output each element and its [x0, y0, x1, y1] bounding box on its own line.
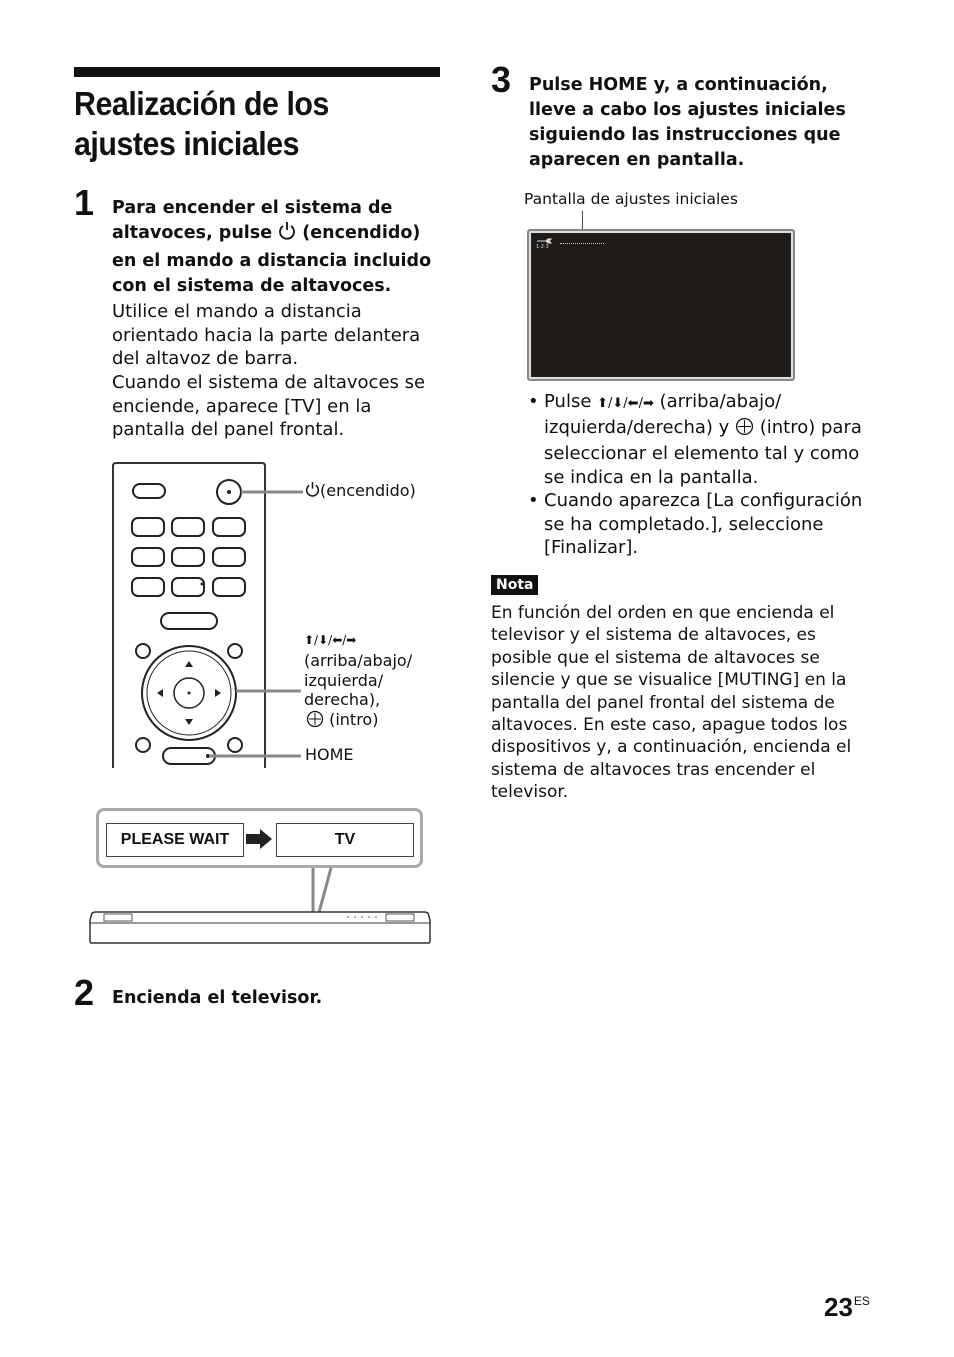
enter-icon — [306, 710, 324, 733]
display-please-wait: PLEASE WAIT — [106, 823, 244, 857]
screen-icon-caption: 1·2·3 — [536, 244, 549, 250]
arrow-keys-icons: ⬆/⬇/⬅/➡ — [597, 396, 654, 411]
page-number: $23^{ES}$ — [824, 1292, 870, 1322]
enter-icon — [735, 417, 754, 443]
remote-home-label: HOME — [305, 745, 354, 764]
title-rule — [74, 67, 440, 77]
page-title: Realización de los ajustes iniciales — [74, 85, 329, 162]
screen-caption: Pantalla de ajustes iniciales — [524, 190, 738, 208]
step-1-heading-post: (encendido) en el mando a distancia incluido con el sistema de altavoces. — [112, 223, 432, 296]
note-text: En función del orden en que encienda el televisor y el sistema de altavoces, es posible que el sistema de altavoces se silencie y que se visualice [MUTING] en la pantalla del panel frontal del sistema de altavoces. En este caso, apague todos los dispositivos y, a continuación, encienda el sistema de altavoces tras encender el televisor. — [491, 603, 852, 803]
step-1-heading-pre: Para encender el sistema de altavoces, pulse — [112, 198, 393, 243]
screen-title-placeholder — [560, 243, 604, 244]
step-3-bullets — [528, 390, 868, 560]
step-1-heading — [112, 196, 442, 299]
initial-settings-screen — [527, 229, 795, 381]
remote-arrows-label: (arriba/abajo/ izquierda/ derecha), — [304, 651, 413, 709]
soundbar-illustration — [86, 865, 436, 947]
caption-leader-line — [582, 211, 583, 229]
remote-enter-label: (intro) — [306, 710, 378, 733]
page-language: ES — [853, 1294, 870, 1308]
step-1-number: 1 — [74, 182, 95, 223]
step-1-para-2: Cuando el sistema de altavoces se enciende, aparece [TV] en la pantalla del panel frontal. — [112, 372, 426, 440]
step-1-para-1: Utilice el mando a distancia orientado hacia la parte delantera del altavoz de barra. — [112, 301, 421, 369]
step-3-heading: Pulse HOME y, a continuación, lleve a cabo los ajustes iniciales siguiendo las instrucciones que aparecen en pantalla. — [529, 75, 846, 170]
remote-power-label: (encendido) — [305, 481, 416, 503]
power-icon — [305, 481, 320, 503]
display-tv: TV — [276, 823, 414, 857]
step-2-number: 2 — [74, 972, 95, 1013]
note-label: Nota — [491, 575, 538, 595]
remote-control-illustration — [105, 458, 435, 773]
remote-arrow-glyphs: ⬆/⬇/⬅/➡ — [304, 633, 357, 647]
step-3-number: 3 — [491, 59, 512, 100]
power-icon — [278, 221, 296, 249]
arrow-right-icon — [244, 828, 274, 850]
screen-content — [532, 234, 790, 376]
step-2-heading: Encienda el televisor. — [112, 988, 323, 1008]
bullet-1: • Pulse ⬆/⬇/⬅/➡ (arriba/abajo/ izquierda/derecha) y (intro) para seleccionar el elemento tal y como se indica en la pantalla. — [528, 390, 868, 489]
bullet-2: • Cuando aparezca [La configuración se ha completado.], seleccione [Finalizar]. — [528, 489, 868, 560]
